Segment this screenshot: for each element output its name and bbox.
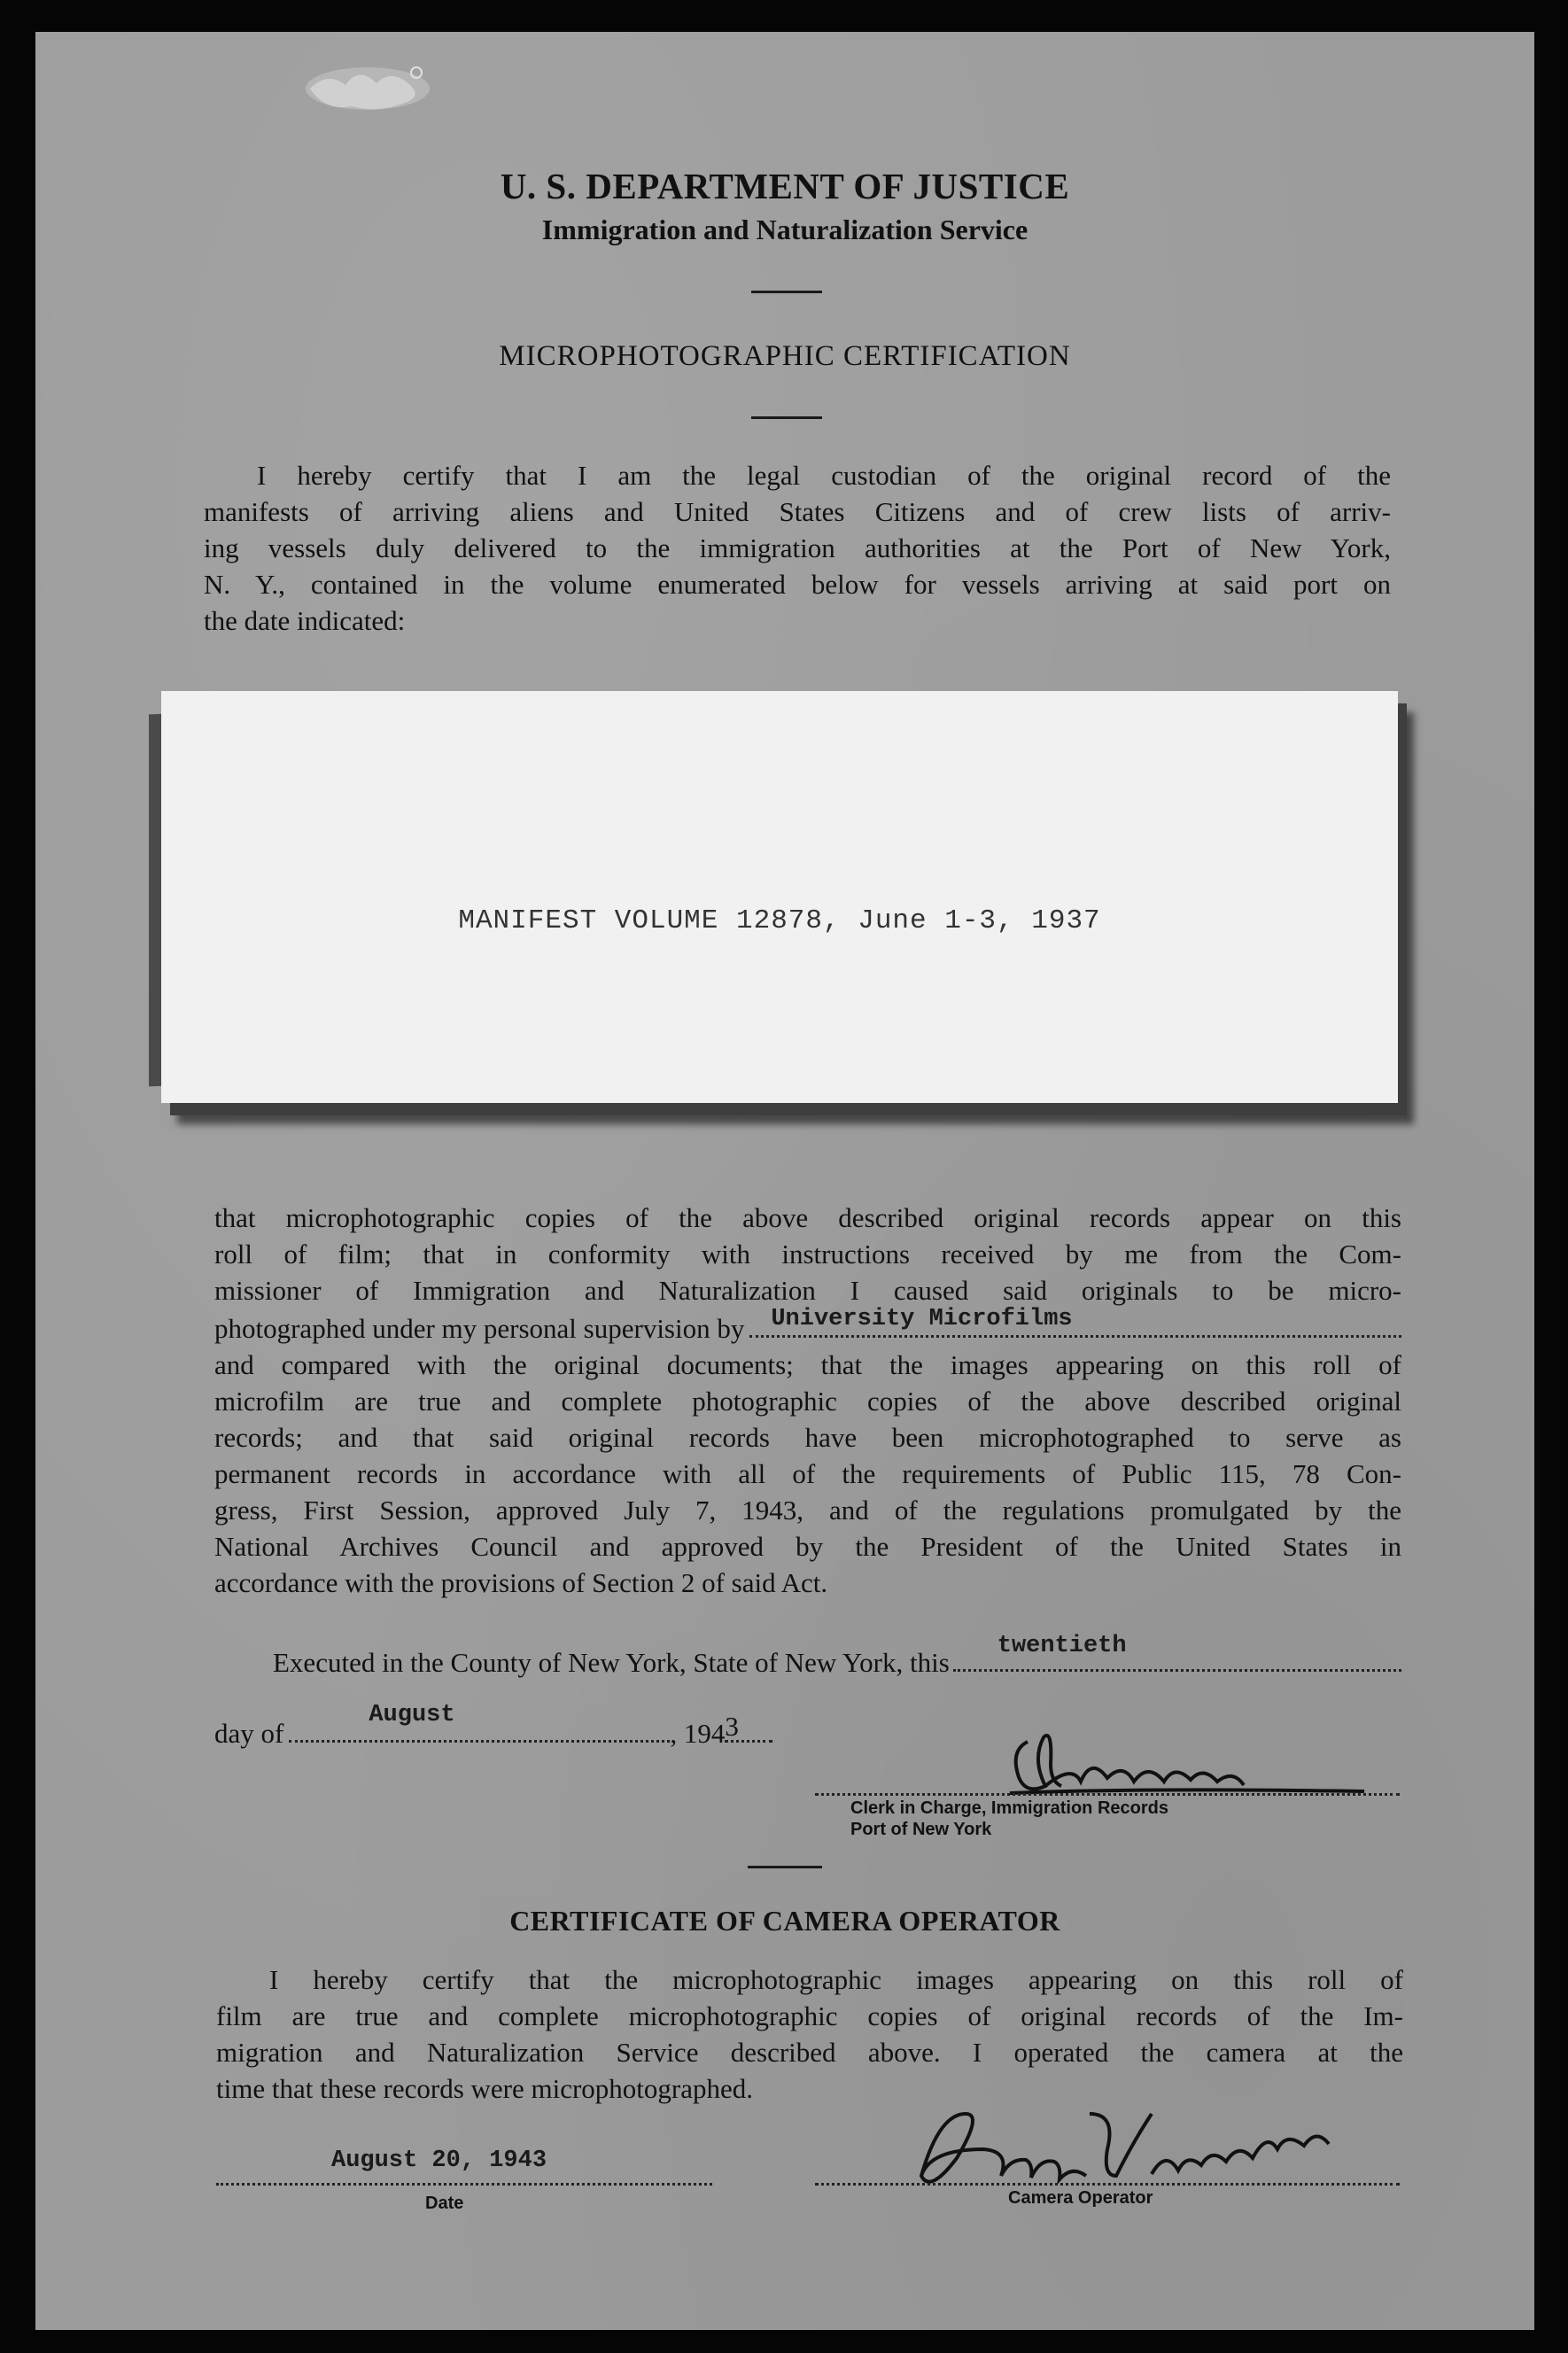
body-paragraph (214, 1200, 1401, 1601)
intro-line: I hereby certify that I am the legal custodian of the original record of the (257, 460, 1391, 491)
camera-line: time that these records were microphotographed. (216, 2073, 753, 2104)
microfilm-company: University Microfilms (771, 1306, 1073, 1332)
intro-line: N. Y., contained in the volume enumerated below for vessels arriving at said port on (204, 569, 1391, 600)
manifest-volume-text: MANIFEST VOLUME 12878, June 1-3, 1937 (458, 905, 1101, 936)
body-line: and compared with the original documents; that the images appearing on this roll of (214, 1349, 1401, 1380)
date-fill (216, 2147, 712, 2186)
day-of-label: day of (214, 1718, 284, 1749)
intro-paragraph (204, 457, 1391, 639)
body-line: missioner of Immigration and Naturalization I caused said originals to be micro- (214, 1275, 1401, 1306)
clerk-signature-line (815, 1768, 1400, 1796)
record-card (161, 691, 1398, 1103)
body-line: that microphotographic copies of the above described original records appear on this (214, 1202, 1401, 1233)
date-label: Date (425, 2194, 464, 2213)
intro-line: ing vessels duly delivered to the immigration authorities at the Port of New York, (204, 532, 1391, 563)
body-line: permanent records in accordance with all of the requirements of Public 115, 78 Con- (214, 1458, 1401, 1489)
supervision-prefix: photographed under my personal supervision by (214, 1313, 745, 1344)
service-subheading: Immigration and Naturalization Service (541, 214, 1029, 245)
intro-line: manifests of arriving aliens and United States Citizens and of crew lists of arriv- (204, 496, 1391, 527)
executed-line (273, 1633, 1401, 1681)
day-typed: twentieth (997, 1633, 1127, 1659)
body-line: records; and that said original records have been microphotographed to serve as (214, 1422, 1401, 1453)
year-prefix: , 194 (670, 1718, 726, 1749)
day-of-line (214, 1702, 888, 1751)
camera-certificate-title: CERTIFICATE OF CAMERA OPERATOR (509, 1905, 1060, 1937)
body-line: National Archives Council and approved by the President of the United States in (214, 1531, 1401, 1562)
day-fill (953, 1633, 1401, 1672)
body-line: microfilm are true and complete photographic copies of the above described original (214, 1386, 1401, 1417)
divider (751, 416, 822, 419)
divider (751, 291, 822, 293)
department-heading: U. S. DEPARTMENT OF JUSTICE (500, 166, 1070, 206)
intro-line: the date indicated: (204, 605, 406, 636)
camera-line: migration and Naturalization Service described above. I operated the camera at the (216, 2037, 1403, 2068)
certificate-sheet (35, 32, 1534, 2330)
operator-label: Camera Operator (1008, 2188, 1153, 2208)
month-typed: August (369, 1702, 455, 1728)
executed-text: Executed in the County of New York, State of New York, this (273, 1647, 950, 1678)
operator-signature-line (815, 2156, 1400, 2186)
clerk-title-line1: Clerk in Charge, Immigration Records (850, 1798, 1168, 1818)
supervision-fill (749, 1306, 1401, 1338)
stamp-smudge (283, 53, 461, 133)
clerk-title-line2: Port of New York (850, 1820, 992, 1839)
year-fill (725, 1713, 772, 1743)
body-line: roll of film; that in conformity with instructions received by me from the Com- (214, 1239, 1401, 1270)
supervision-line (214, 1306, 1401, 1347)
camera-paragraph (216, 1961, 1403, 2107)
body-line: accordance with the provisions of Section 2 of said Act. (214, 1567, 828, 1598)
form-title: MICROPHOTOGRAPHIC CERTIFICATION (499, 340, 1071, 372)
camera-line: I hereby certify that the microphotographic images appearing on this roll of (269, 1964, 1403, 1995)
body-line: gress, First Session, approved July 7, 1943, and of the regulations promulgated by the (214, 1495, 1401, 1526)
divider (748, 1866, 822, 1868)
year-typed: 3 (725, 1711, 739, 1742)
operator-date-typed: August 20, 1943 (331, 2147, 547, 2174)
month-fill (289, 1702, 670, 1743)
camera-line: film are true and complete microphotographic copies of original records of the Im- (216, 2000, 1403, 2031)
